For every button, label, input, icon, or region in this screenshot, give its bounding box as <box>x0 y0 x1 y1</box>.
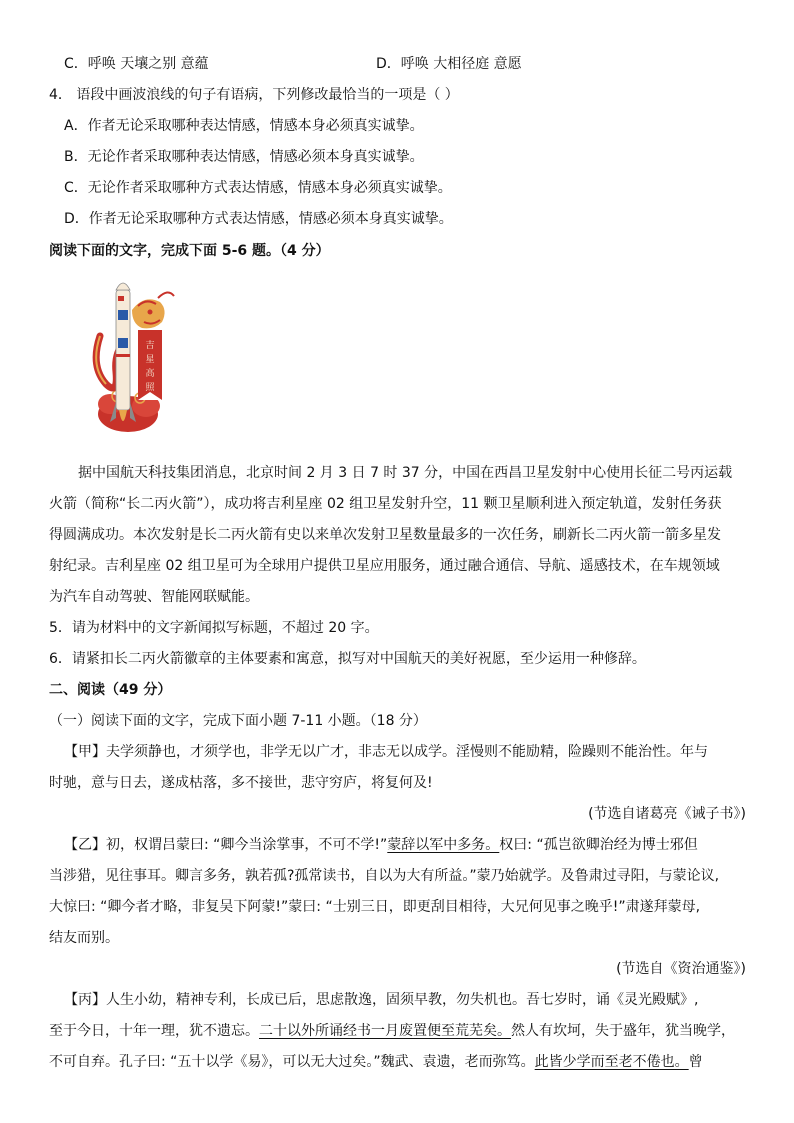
q6: 6．请紧扣长二丙火箭徽章的主体要素和寓意，拟写对中国航天的美好祝愿，至少运用一种修辞。 <box>49 651 646 667</box>
q4-option-b: B．无论作者采取哪种表达情感，情感必须本身真实诚挚。 <box>64 149 424 165</box>
bing-line-2 <box>49 1021 735 1041</box>
bing-line-1: 【丙】人生小幼，精神专利，长成已后，思虑散逸，固须早教，勿失机也。吾七岁时，诵《灵光殿赋》, <box>64 992 699 1008</box>
rocket-badge-image <box>88 276 184 440</box>
yi-line-1-a: 【乙】初，权谓吕蒙曰: “卿今当涂掌事，不可不学!” <box>64 837 388 853</box>
yi-source: (节选自《资治通鉴》) <box>616 961 746 977</box>
yi-line-1 <box>64 835 698 855</box>
bing-line-3-a: 不可自弃。孔子曰: “五十以学《易》，可以无大过矣。”魏武、袁遗，老而弥笃。 <box>49 1054 535 1070</box>
q4-option-a: A．作者无论采取哪种表达情感，情感本身必须真实诚挚。 <box>64 118 424 134</box>
yi-line-2: 当涉猎，见往事耳。卿言多务，孰若孤?孤常读书，自以为大有所益。”蒙乃始就学。及鲁肃过寻阳，与蒙论议, <box>49 868 720 884</box>
news-line-3: 得圆满成功。本次发射是长二丙火箭有史以来单次发射卫星数量最多的一次任务，刷新长二丙火箭一箭多星发 <box>49 527 721 543</box>
yi-line-1-b: 权曰: “孤岂欲卿治经为博士邪但 <box>499 837 698 853</box>
reading-5-6-heading: 阅读下面的文字，完成下面 5-6 题。（4 分） <box>49 243 330 259</box>
yi-underlined-sentence: 蒙辞以军中多务。 <box>387 837 500 853</box>
yi-line-4: 结友而别。 <box>49 930 119 946</box>
news-line-4: 射纪录。吉利星座 02 组卫星可为全球用户提供卫星应用服务，通过融合通信、导航、遥感技术，在车规领域 <box>49 558 720 574</box>
svg-text:照: 照 <box>145 383 155 393</box>
bing-line-3 <box>49 1052 703 1072</box>
bing-underlined-sentence-1: 二十以外所诵经书一月废置便至荒芜矣。 <box>259 1023 511 1039</box>
q5: 5．请为材料中的文字新闻拟写标题，不超过 20 字。 <box>49 620 379 636</box>
section-2-heading: 二、阅读（49 分） <box>49 682 172 698</box>
q4-option-d: D．作者无论采取哪种方式表达情感，情感必须本身真实诚挚。 <box>64 211 453 227</box>
news-line-2: 火箭（简称“长二丙火箭”），成功将吉利星座 02 组卫星发射升空，11 颗卫星顺利进入预定轨道，发射任务获 <box>49 496 722 512</box>
q4-stem: 4． 语段中画波浪线的句子有语病，下列修改最恰当的一项是（ ） <box>49 87 459 103</box>
bing-line-2-b: 然人有坎坷，失于盛年，犹当晚学， <box>511 1023 735 1039</box>
svg-text:吉: 吉 <box>145 341 155 351</box>
option-d: D．呼唤 大相径庭 意愿 <box>376 56 522 72</box>
svg-text:高: 高 <box>145 369 155 379</box>
yi-line-3: 大惊曰: “卿今者才略，非复吴下阿蒙!”蒙曰: “士别三日，即更刮目相待，大兄何见事之晚乎!”肃遂拜蒙母, <box>49 899 701 915</box>
bing-line-2-a: 至于今日，十年一理，犹不遗忘。 <box>49 1023 259 1039</box>
jia-line-1: 【甲】夫学须静也，才须学也，非学无以广才，非志无以成学。淫慢则不能励精，险躁则不能治性。年与 <box>64 744 708 760</box>
news-line-1: 据中国航天科技集团消息，北京时间 2 月 3 日 7 时 37 分，中国在西昌卫星发射中心使用长征二号丙运载 <box>78 465 733 481</box>
news-line-5: 为汽车自动驾驶、智能网联赋能。 <box>49 589 259 605</box>
jia-line-2: 时驰，意与日去，遂成枯落，多不接世，悲守穷庐，将复何及! <box>49 775 433 791</box>
bing-line-3-b: 曾 <box>688 1054 703 1070</box>
svg-text:星: 星 <box>145 355 155 365</box>
option-c: C．呼唤 天壤之别 意蕴 <box>64 56 209 72</box>
section-2-sub: （一）阅读下面的文字，完成下面小题 7-11 小题。（18 分） <box>49 713 427 729</box>
q4-option-c: C．无论作者采取哪种方式表达情感，情感本身必须真实诚挚。 <box>64 180 452 196</box>
bing-underlined-sentence-2: 此皆少学而至老不倦也。 <box>534 1054 689 1070</box>
jia-source: (节选自诸葛亮《诫子书》) <box>588 806 746 822</box>
